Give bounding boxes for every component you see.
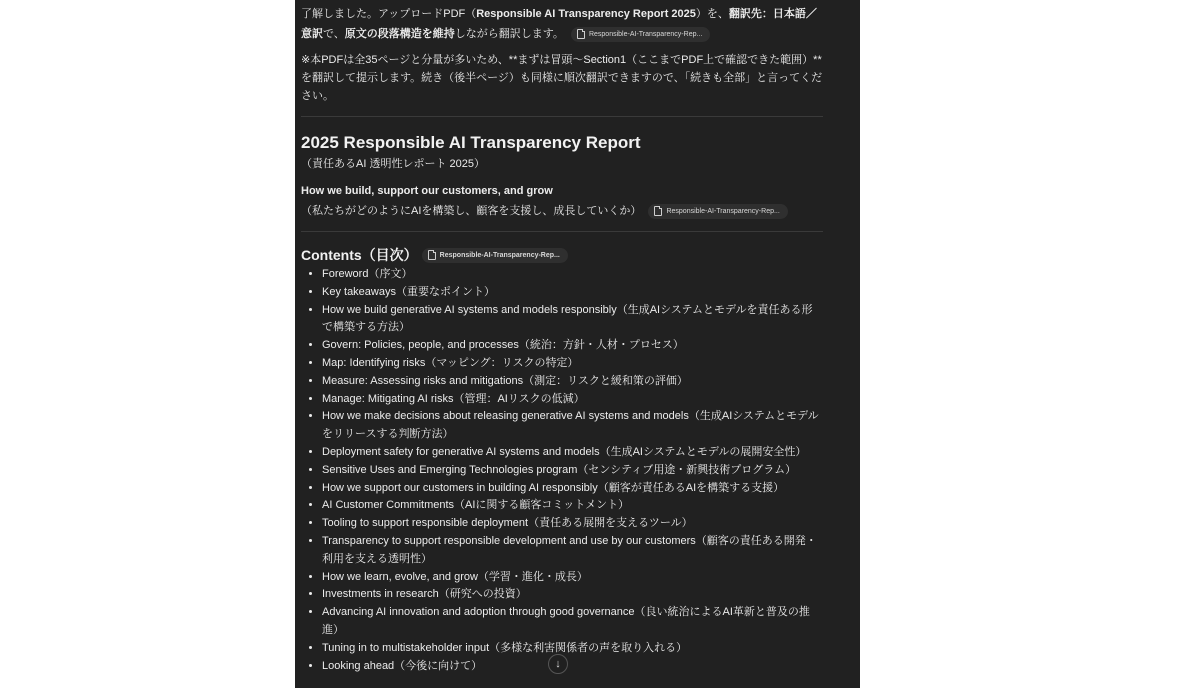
contents-list-item: • Tuning in to multistakeholder input（多様な利害関係者の声を取り入れる） <box>322 640 823 658</box>
report-title-ja: （責任あるAI 透明性レポート 2025） <box>301 158 485 170</box>
attachment-label: Responsible-AI-Transparency-Rep... <box>666 207 780 215</box>
report-subtitle: How we build, support our customers, and grow <box>301 185 553 197</box>
attachment-label: Responsible-AI-Transparency-Rep... <box>588 30 703 38</box>
contents-list-item: • How we build generative AI systems and models responsibly（生成AIシステムとモデルを責任ある形で構築する方法） <box>322 302 823 338</box>
contents-list-item: • Advancing AI innovation and adoption through good governance（良い統治によるAI革新と普及の推進） <box>322 604 823 640</box>
assistant-message <box>301 0 823 675</box>
contents-list-item: • Manage: Mitigating AI risks（管理：AIリスクの低減） <box>322 391 823 409</box>
intro-bold: 原文の段落構造を維持 <box>344 28 455 40</box>
contents-list-item: • How we make decisions about releasing generative AI systems and models（生成AIシステムとモデルをリリースする判断方法） <box>322 408 823 444</box>
scroll-to-bottom-button[interactable] <box>548 654 568 674</box>
contents-list-item: • Foreword（序文） <box>322 266 823 284</box>
intro-text: 了解しました。アップロードPDF（ <box>301 8 477 20</box>
contents-list-item: • Key takeaways（重要なポイント） <box>322 284 823 302</box>
document-icon <box>577 29 585 39</box>
intro-text: で、 <box>323 28 345 40</box>
contents-list-item: • Tooling to support responsible deployment（責任ある展開を支えるツール） <box>322 515 823 533</box>
attachment-chip[interactable] <box>648 204 787 219</box>
contents-list-item: • Deployment safety for generative AI systems and models（生成AIシステムとモデルの展開安全性） <box>322 444 823 462</box>
attachment-label: Responsible-AI-Transparency-Rep... <box>439 251 560 259</box>
contents-list-item: • Measure: Assessing risks and mitigations（測定：リスクと緩和策の評価） <box>322 373 823 391</box>
contents-list-item: • Transparency to support responsible development and use by our customers（顧客の責任ある開発・利用を支える透明性） <box>322 533 823 569</box>
contents-heading-text: Contents（目次） <box>301 247 418 263</box>
contents-list-item: • Investments in research（研究への投資） <box>322 586 823 604</box>
report-subtitle-ja-line <box>301 202 823 220</box>
note-paragraph: ※本PDFは全35ページと分量が多いため、**まずは冒頭〜Section1（ここまでPDF上で確認できた範囲）**を翻訳して提示します。続き（後半ページ）も同様に順次翻訳できますので、「続きも全部」と言ってください。 <box>301 54 823 102</box>
intro-text: しながら翻訳します。 <box>454 28 564 40</box>
contents-list-item: • Map: Identifying risks（マッピング：リスクの特定） <box>322 355 823 373</box>
contents-list-item: • Sensitive Uses and Emerging Technologies program（センシティブ用途・新興技術プログラム） <box>322 462 823 480</box>
contents-heading <box>301 245 823 265</box>
document-icon <box>428 250 436 260</box>
document-icon <box>654 206 662 216</box>
intro-bold: 翻訳先：日本語／意訳 <box>301 8 817 40</box>
attachment-chip[interactable] <box>422 248 568 263</box>
attachment-chip[interactable] <box>571 27 710 42</box>
contents-list-item: • How we support our customers in building AI responsibly（顧客が責任あるAIを構築する支援） <box>322 480 823 498</box>
divider <box>301 116 823 117</box>
contents-list-item: • Looking ahead（今後に向けて） <box>322 658 823 676</box>
report-title: 2025 Responsible AI Transparency Report <box>301 133 641 152</box>
intro-bold: Responsible AI Transparency Report 2025 <box>476 8 696 20</box>
divider <box>301 231 823 232</box>
report-subtitle-ja: （私たちがどのようにAIを構築し、顧客を支援し、成長していくか） <box>301 205 642 217</box>
contents-list-item: • How we learn, evolve, and grow（学習・進化・成長） <box>322 569 823 587</box>
intro-text: ）を、 <box>695 8 729 20</box>
arrow-down-icon: ↓ <box>555 658 561 670</box>
contents-list-item: • Govern: Policies, people, and processes（統治：方針・人材・プロセス） <box>322 337 823 355</box>
contents-list <box>301 266 823 675</box>
intro-paragraph <box>301 0 823 44</box>
chat-panel <box>295 0 860 688</box>
contents-list-item: • AI Customer Commitments（AIに関する顧客コミットメント） <box>322 497 823 515</box>
